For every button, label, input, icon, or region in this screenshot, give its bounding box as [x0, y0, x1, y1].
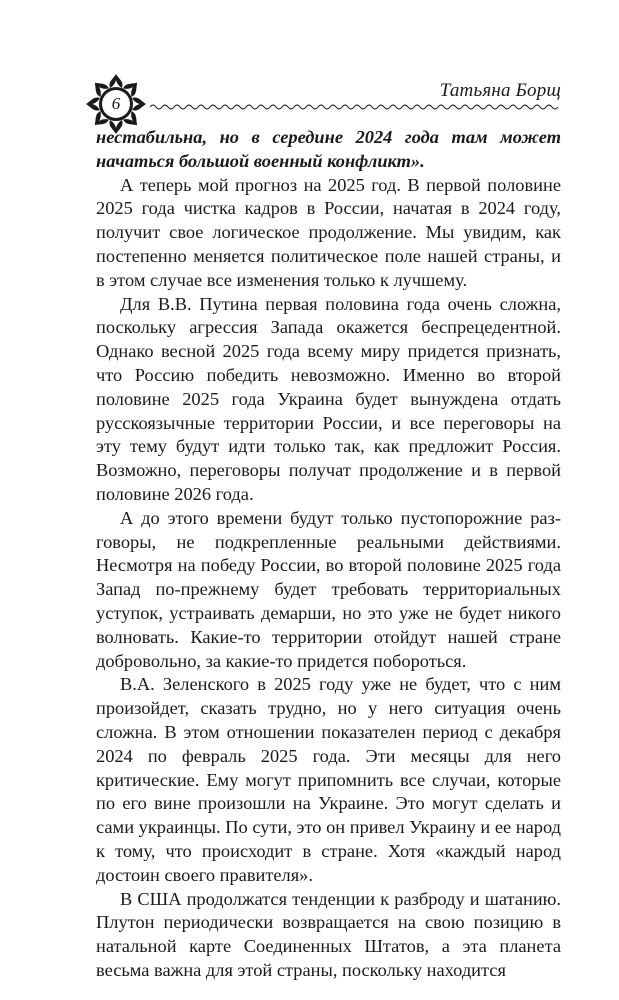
paragraph: нестабильна, но в середине 2024 года там может начаться большой военный конфликт».	[96, 127, 561, 171]
header-wavy-rule	[150, 102, 561, 112]
paragraph: А теперь мой прогноз на 2025 год. В первой половине 2025 года чистка кадров в России, начатая в 2024 году, получит свое логическое продолжение. Мы увидим, как постепенно меняется политическое поле нашей страны, и в этом случае все изменения только к лучшему.	[96, 174, 561, 290]
paragraph: В США продолжатся тенденции к разброду и шатанию. Плутон периодически возвращается на свою позицию в натальной карте Соединенных Штатов, а эта планета весьма важна для этой страны, поскольку находится	[96, 888, 561, 980]
page-number: 6	[111, 94, 121, 113]
paragraph: Для В.В. Путина первая половина года очень сложна, поскольку агрессия Запада окажется беспрецедентной. Однако весной 2025 года всему миру придется признать, что Россию победить невозможно. Именно во второй половине 2025 года Украина будет вынуждена отдать русскоязычные территории России, и все переговоры на эту тему будут идти только так, как предложит Россия. Возможно, переговоры получат продолжение и в первой половине 2026 года.	[96, 293, 561, 504]
body-text	[96, 126, 561, 983]
running-title: Татьяна Борщ	[439, 80, 561, 101]
paragraph: В.А. Зеленского в 2025 году уже не будет, что с ним произойдет, сказать трудно, но у него ситуация очень сложна. В этом отношении показателен период с декабря 2024 по февраль 2025 года. Эти месяцы для него критические. Ему могут припомнить все случаи, которые по его вине произошли на Украине. Это могут сделать и сами украинцы. По сути, это он привел Украину и ее народ к тому, что происходит в стране. Хотя «каждый народ достоин своего правителя».	[96, 674, 561, 885]
paragraph: А до этого времени будут только пустопорожние разговоры, не подкрепленные реальными действиями. Несмотря на победу России, во второй половине 2025 года Запад по-прежнему будет требовать территориальных уступок, устраивать демарши, но это уже не будет никого волновать. Какие-то территории отойдут нашей стране добровольно, за какие-то придется побороться.	[96, 507, 561, 671]
